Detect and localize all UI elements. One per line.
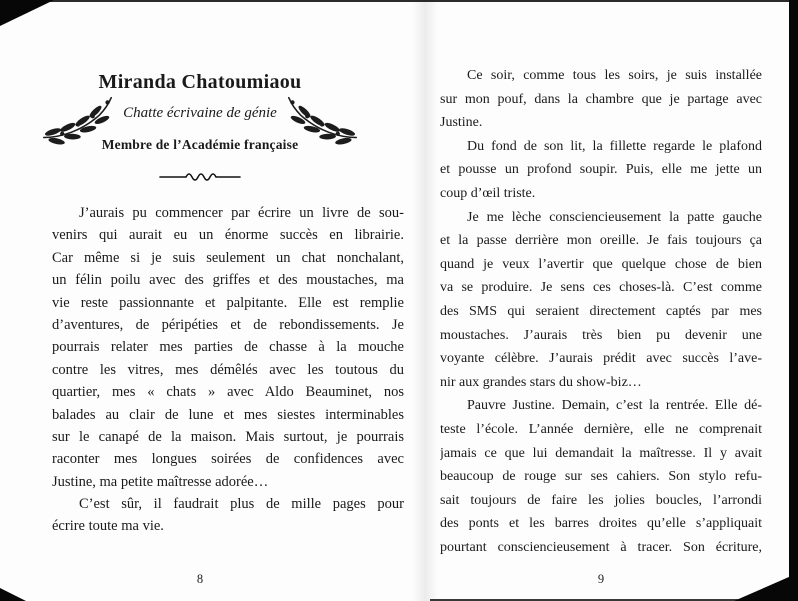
text-line: coup d’œil triste. [440, 185, 536, 201]
text-line: et pousse un profond soupir. Puis, elle me jette un [440, 162, 762, 178]
book-title: Miranda Chatoumiaou [98, 71, 302, 93]
text-line: sur mon pouf, dans la chambre que je partage avec [440, 91, 762, 107]
text-line: Justine, ma petite maîtresse adorée… [52, 473, 269, 490]
text-line: un félin poilu avec des griffes et des moustaches, ma [52, 272, 404, 289]
scan-edge-top [0, 0, 798, 2]
section-divider-ornament [40, 170, 360, 189]
book-subtitle: Chatte écrivaine de génie [123, 105, 277, 121]
text-line: sur le canapé de la maison. Mais surtout, je pourrais [52, 428, 404, 445]
author-affiliation: Membre de l’Académie française [101, 137, 299, 152]
scan-corner-top-left [0, 0, 54, 26]
text-line: balades au clair de lune et mes siestes interminables [52, 406, 404, 423]
text-line: quand je veux l’avertir que quelque chose de bien [440, 256, 762, 272]
paragraph [52, 202, 404, 493]
laurel-branch-left-icon [40, 92, 114, 146]
text-line: écrire toute ma vie. [52, 518, 164, 535]
text-line: Pauvre Justine. Demain, c’est la rentrée. Elle dé- [467, 398, 762, 414]
text-line: et la passe derrière mon oreille. Je fais toujours ça [440, 233, 762, 249]
right-page-body [440, 64, 762, 559]
scan-corner-bottom-left [0, 588, 26, 601]
paragraph [52, 493, 404, 538]
text-line: jamais ce que lui demandait la maîtresse. Il y avait [440, 445, 762, 461]
text-line: des ponts et les barres droites qu’elle s’appliquait [440, 516, 762, 532]
text-line: Du fond de son lit, la fillette regarde le plafond [467, 138, 762, 154]
text-line: vie reste passionnante et palpitante. Elle est remplie [52, 294, 404, 311]
text-line: des SMS qui seraient directement captés par mes [440, 303, 762, 319]
text-line: beaucoup de rouge sur ses cahiers. Son stylo refu- [440, 469, 762, 485]
text-line: J’aurais pu commencer par écrire un livre de sou- [79, 205, 404, 221]
text-line: pourtant consciencieusement à tracer. Son écriture, [440, 539, 762, 555]
laurel-branch-right-icon [286, 92, 360, 146]
left-page-body [52, 202, 404, 538]
text-line: Je me lèche consciencieusement la patte gauche [467, 209, 762, 225]
text-line: d’aventures, de péripéties et de rebondissements. Je [52, 316, 404, 333]
text-line: venirs qui aurait eu un énorme succès en librairie. [52, 227, 404, 244]
paragraph [440, 394, 762, 559]
left-page-number: 8 [196, 572, 204, 586]
book-gutter-shadow [412, 0, 438, 601]
text-line: Justine. [440, 115, 483, 131]
paragraph [440, 135, 762, 206]
text-line: teste l’école. L’année dernière, elle ne comprenait [440, 421, 762, 437]
text-line: va se produire. Je sens ces choses-là. C’est comme [440, 280, 762, 296]
text-line: raconter mes longues soirées de confidences avec [52, 451, 404, 468]
scan-edge-right [789, 0, 798, 601]
paragraph [440, 64, 762, 135]
text-line: moustaches. J’aurais très bien pu devenir une [440, 327, 762, 343]
right-page-number: 9 [597, 572, 605, 586]
left-page-heading [40, 70, 360, 189]
text-line: sait toujours de faire les jolies boucles, l’arrondi [440, 492, 762, 508]
text-line: contre les vitres, mes démêlés avec les toutous du [52, 361, 404, 378]
paragraph [440, 206, 762, 395]
text-line: Ce soir, comme tous les soirs, je suis installée [467, 68, 762, 83]
text-line: C’est sûr, il faudrait plus de mille pages pour [79, 496, 404, 513]
text-line: pourrais relater mes parties de chasse à la mouche [52, 339, 404, 356]
text-line: Car même si je suis seulement un chat nonchalant, [52, 249, 404, 266]
text-line: voyante célèbre. J’aurais prédit avec succès l’ave- [440, 351, 762, 367]
text-line: nir aux grandes stars du show-biz… [440, 374, 642, 390]
text-line: quartier, mes « chats » avec Aldo Beauminet, nos [52, 384, 404, 401]
